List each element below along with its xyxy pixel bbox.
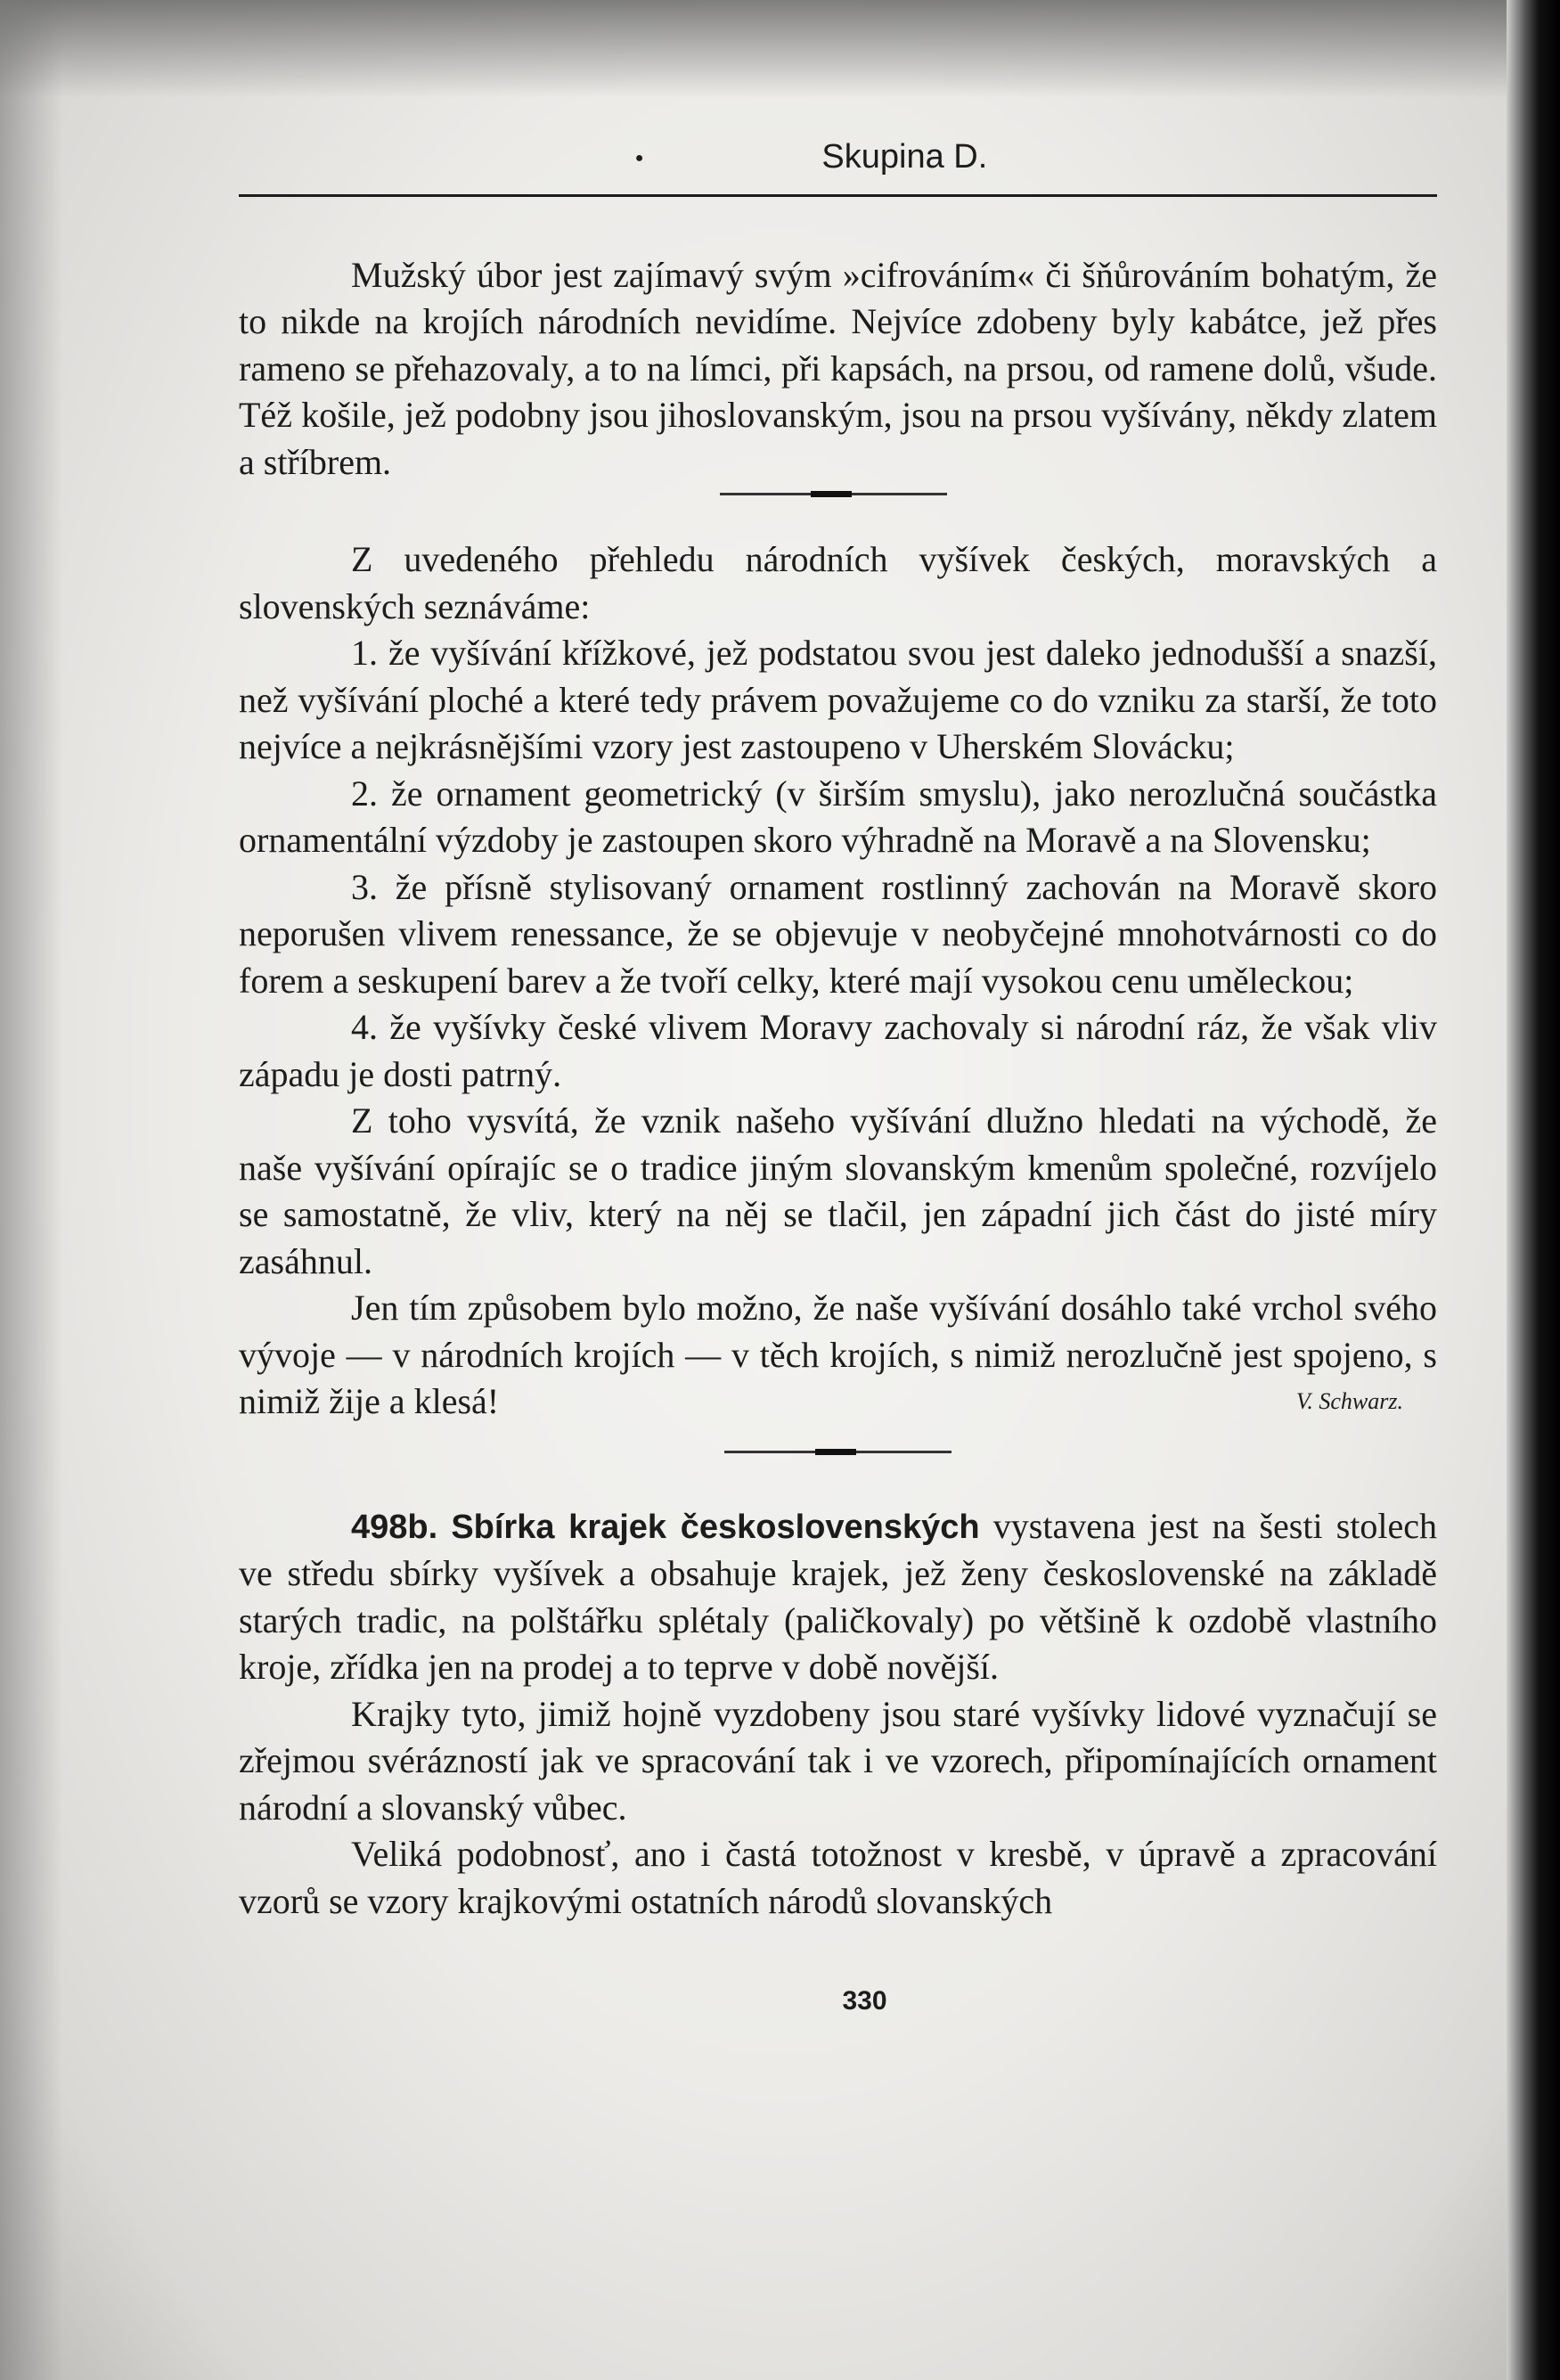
paragraph-lace-character: Krajky tyto, jimiž hojně vyzdobeny jsou staré vyšívky lidové vyznačují se zřejmou svérázností jak ve spracování tak i ve vzorech, připomínajících ornament národní a slovanský vůbec.	[239, 1693, 1437, 1828]
list-item-3: 3. že přísně stylisovaný ornament rostlinný zachován na Moravě skoro neporušen vlivem renessance, že se objevuje v neobyčejné mnohotvárnosti co do forem a seskupení barev a že tvoří celky, které mají vysokou cenu uměleckou;	[239, 866, 1437, 1001]
author-signature: V. Schwarz.	[1295, 1388, 1403, 1415]
bullet-mark: ●	[634, 150, 644, 166]
paragraph-lace-collection	[239, 1503, 1437, 1691]
item-description: vystavena jest na šesti stolech ve středu sbírky vyšívek a obsahuje krajek, jež ženy československé na základě starých tradic, na polštářku splétaly (paličkovaly) po většině k ozdobě vlastního kroje, zřídka jen na prodej a to teprve v době novější.	[239, 1505, 1437, 1688]
running-header	[292, 134, 1437, 182]
book-spine-edge	[1507, 0, 1560, 2380]
paragraph-mens-costume: Mužský úbor jest zajímavý svým »cifrováním« či šňůrováním bohatým, že to nikde na krojích národních nevidíme. Nejvíce zdobeny byly kabátce, jež přes rameno se přehazovaly, a to na límci, při kapsách, na prsou, od ramene dolů, všude. Též košile, jež podobny jsou jihoslovanským, jsou na prsou vyšívány, někdy zlatem a stříbrem.	[239, 254, 1437, 482]
paragraph-summary-intro: Z uvedeného přehledu národních vyšívek českých, moravských a slovenských seznáváme:	[239, 539, 1437, 626]
scan-shadow-left	[0, 0, 62, 2380]
scan-shadow-top	[0, 0, 1560, 98]
section-separator	[724, 1451, 952, 1453]
list-item-4: 4. že vyšívky české vlivem Moravy zachovaly si národní ráz, že však vliv západu je dosti patrný.	[239, 1007, 1437, 1094]
page-content	[239, 134, 1437, 2025]
paragraph-lace-similarity: Veliká podobnosť, ano i častá totožnost v kresbě, v úpravě a zpracování vzorů se vzory krajkovými ostatních národů slovanských	[239, 1834, 1437, 1921]
paragraph-final-text: Jen tím způsobem bylo možno, že naše vyšívání dosáhlo také vrchol svého vývoje — v národních krojích — v těch krojích, s nimiž nerozlučně jest spojeno, s nimiž žije a klesá!	[239, 1288, 1437, 1422]
section-separator	[720, 493, 947, 495]
page-number: 330	[842, 1986, 887, 2016]
header-rule	[239, 194, 1437, 197]
item-number: 498b.	[351, 1508, 438, 1546]
paragraph-final	[239, 1285, 1437, 1426]
header-title: Skupina D.	[821, 138, 988, 176]
list-item-1: 1. že vyšívání křížkové, jež podstatou svou jest daleko jednodušší a snazší, než vyšívání ploché a které tedy právem považujeme co do vzniku za starší, že toto nejvíce a nejkrásnějšími vzory jest zastoupeno v Uherském Slovácku;	[239, 633, 1437, 767]
item-title: Sbírka krajek československých	[451, 1508, 980, 1546]
list-item-2: 2. že ornament geometrický (v širším smyslu), jako nerozlučná součástka ornamentální výzdoby je zastoupen skoro výhradně na Moravě a na Slovensku;	[239, 773, 1437, 861]
paragraph-conclusion: Z toho vysvítá, že vznik našeho vyšívání dlužno hledati na východě, že naše vyšívání opírajíc se o tradice jiným slovanským kmenům společné, rozvíjelo se samostatně, že vliv, který na něj se tlačil, jen západní jich část do jisté míry zasáhnul.	[239, 1100, 1437, 1281]
